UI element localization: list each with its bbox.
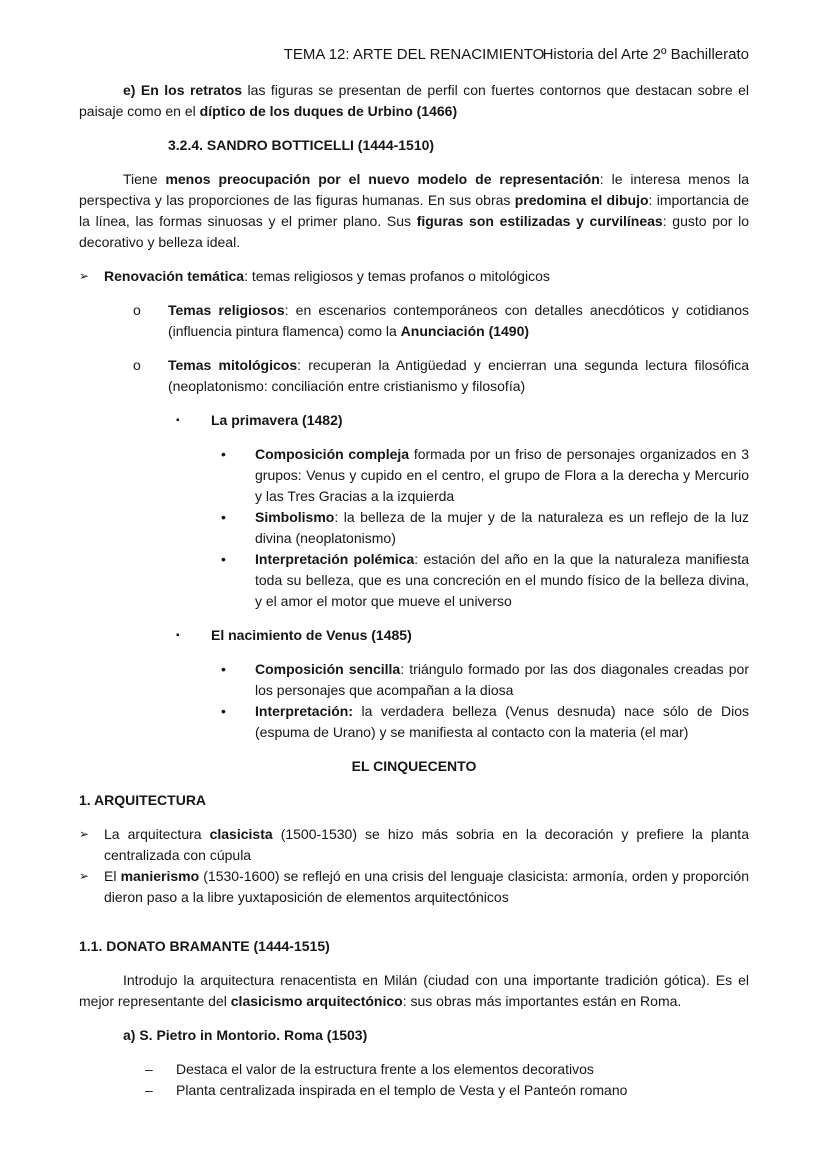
course-label: Historia del Arte 2º Bachillerato	[542, 46, 749, 63]
text-run: EL CINQUECENTO	[351, 758, 477, 774]
bullet-arrow-icon: ➢	[79, 869, 90, 883]
text-run: : en escenarios contemporáneos con detalles anecdóticos y cotidianos (influencia pintura flamenca) como la	[168, 302, 750, 339]
text-run: : triángulo formado por las dos diagonales creadas por los personajes que acompañan a la diosa	[255, 661, 749, 698]
text-run: Composición compleja	[255, 446, 410, 462]
text-run: las figuras se presentan de perfil con fuertes contornos que destacan sobre el paisaje como en el	[79, 82, 749, 119]
heading-botticelli	[168, 135, 749, 156]
text-run: El	[104, 868, 121, 884]
text-run: : temas religiosos y temas profanos o mitológicos	[244, 268, 550, 284]
document-title: TEMA 12: ARTE DEL RENACIMIENTO	[283, 46, 545, 63]
list-item-text	[255, 507, 749, 549]
list-item-text	[104, 824, 749, 866]
heading-arquitectura	[79, 790, 749, 811]
text-run: La primavera (1482)	[211, 412, 343, 428]
list-item-composicion-compleja	[221, 444, 749, 507]
list-item-text	[104, 866, 749, 908]
list-item-text	[255, 701, 749, 743]
paragraph-retratos	[79, 80, 749, 122]
list-item-text	[168, 300, 749, 342]
text-run: : importancia de la línea, las formas sinuosas y el primer plano. Sus	[79, 192, 749, 229]
text-run: Destaca el valor de la estructura frente a los elementos decorativos	[176, 1061, 594, 1077]
text-run: manierismo	[120, 868, 200, 884]
text-run: menos preocupación por el nuevo modelo de representación	[165, 171, 600, 187]
text-run: : estación del año en la que la naturaleza manifiesta toda su belleza, que es una concreción en el mundo físico de la belleza divina, y el amor el motor que mueve el universo	[255, 551, 749, 609]
text-run: clasicismo arquitectónico	[230, 993, 403, 1009]
text-run: a) S. Pietro in Montorio. Roma (1503)	[123, 1027, 368, 1043]
paragraph-bramante-intro	[79, 970, 749, 1012]
text-run: 1.1. DONATO BRAMANTE (1444-1515)	[79, 938, 330, 954]
text-run: formada por un friso de personajes organizados en 3 grupos: Venus y cupido en el centro, el grupo de Flora a la derecha y Mercurio y las Tres Gracias a la izquierda	[255, 446, 749, 504]
bullet-arrow-icon: ➢	[79, 269, 90, 283]
text-run: Anunciación (1490)	[400, 323, 530, 339]
text-run: El nacimiento de Venus (1485)	[211, 627, 412, 643]
list-item-temas-religiosos	[133, 300, 749, 342]
text-run: 1. ARQUITECTURA	[79, 792, 207, 808]
text-run: Temas religiosos	[168, 302, 285, 318]
list-item-la-primavera	[176, 410, 749, 431]
bullet-dot-icon: •	[221, 551, 226, 567]
list-item-text	[211, 625, 749, 646]
bullet-circle-icon: o	[133, 302, 141, 318]
list-item-text	[255, 444, 749, 507]
bullet-square-icon: ▪	[176, 630, 180, 641]
bullet-circle-icon: o	[133, 357, 141, 373]
text-run: 3.2.4. SANDRO BOTTICELLI (1444-1510)	[168, 137, 435, 153]
text-run: Tiene	[123, 171, 166, 187]
text-run: Renovación temática	[104, 268, 245, 284]
text-run: la verdadera belleza (Venus desnuda) nace sólo de Dios (espuma de Urano) y se manifiesta al contacto con la materia (el mar)	[255, 703, 749, 740]
bullet-arrow-icon: ➢	[79, 827, 90, 841]
text-run: clasicista	[209, 826, 273, 842]
list-item-estructura	[145, 1059, 749, 1080]
text-run: Simbolismo	[255, 509, 335, 525]
list-item-text	[168, 355, 749, 397]
text-run: Planta centralizada inspirada en el templo de Vesta y el Panteón romano	[176, 1082, 628, 1098]
text-run: (1500-1530) se hizo más sobria en la decoración y prefiere la planta centralizada con cúpula	[104, 826, 749, 863]
text-run: Interpretación:	[255, 703, 354, 719]
text-run: La arquitectura	[104, 826, 210, 842]
list-item-text	[104, 266, 749, 287]
list-item-text	[255, 549, 749, 612]
list-item-renovacion-tematica	[79, 266, 749, 287]
text-run: : recuperan la Antigüedad y encierran una segunda lectura filosófica (neoplatonismo: conciliación entre cristianismo y filosofía)	[168, 357, 749, 394]
document-header	[79, 44, 749, 65]
list-item-text	[255, 659, 749, 701]
text-run: díptico de los duques de Urbino (1466)	[199, 103, 458, 119]
paragraph-botticelli-intro	[79, 169, 749, 253]
list-item-text	[211, 410, 749, 431]
list-item-temas-mitologicos	[133, 355, 749, 397]
list-item-text	[176, 1080, 749, 1101]
text-run: figuras son estilizadas y curvilíneas	[416, 213, 663, 229]
list-item-planta-centralizada	[145, 1080, 749, 1101]
text-run: e) En los retratos	[123, 82, 243, 98]
document-body	[79, 80, 749, 1101]
heading-bramante	[79, 936, 749, 957]
text-run: : sus obras más importantes están en Roma.	[402, 993, 682, 1009]
bullet-dot-icon: •	[221, 509, 226, 525]
bullet-dash-icon: –	[145, 1061, 153, 1077]
list-item-composicion-sencilla	[221, 659, 749, 701]
list-item-simbolismo	[221, 507, 749, 549]
text-run: : le interesa menos la perspectiva y las proporciones de las figuras humanas. En sus obras	[79, 171, 750, 208]
list-item-nacimiento-venus	[176, 625, 749, 646]
text-run: Introdujo la arquitectura renacentista en Milán (ciudad con una importante tradición gótica). Es el mejor representante del	[79, 972, 749, 1009]
list-item-text	[176, 1059, 749, 1080]
list-item-manierismo	[79, 866, 749, 908]
list-item-clasicista	[79, 824, 749, 866]
heading-cinquecento	[79, 756, 749, 777]
bullet-dot-icon: •	[221, 446, 226, 462]
list-item-interpretacion-polemica	[221, 549, 749, 612]
text-run: : la belleza de la mujer y de la naturaleza es un reflejo de la luz divina (neoplatonismo)	[255, 509, 749, 546]
text-run: Temas mitológicos	[168, 357, 298, 373]
text-run: Interpretación polémica	[255, 551, 415, 567]
bullet-dash-icon: –	[145, 1082, 153, 1098]
list-item-interpretacion	[221, 701, 749, 743]
text-run: (1530-1600) se reflejó en una crisis del lenguaje clasicista: armonía, orden y proporción dieron paso a la libre yuxtaposición de elementos arquitectónicos	[104, 868, 749, 905]
text-run: predomina el dibujo	[514, 192, 649, 208]
bullet-dot-icon: •	[221, 661, 226, 677]
heading-san-pietro	[123, 1025, 749, 1046]
bullet-square-icon: ▪	[176, 415, 180, 426]
bullet-dot-icon: •	[221, 703, 226, 719]
text-run: : gusto por lo decorativo y belleza ideal.	[79, 213, 750, 250]
text-run: Composición sencilla	[255, 661, 401, 677]
